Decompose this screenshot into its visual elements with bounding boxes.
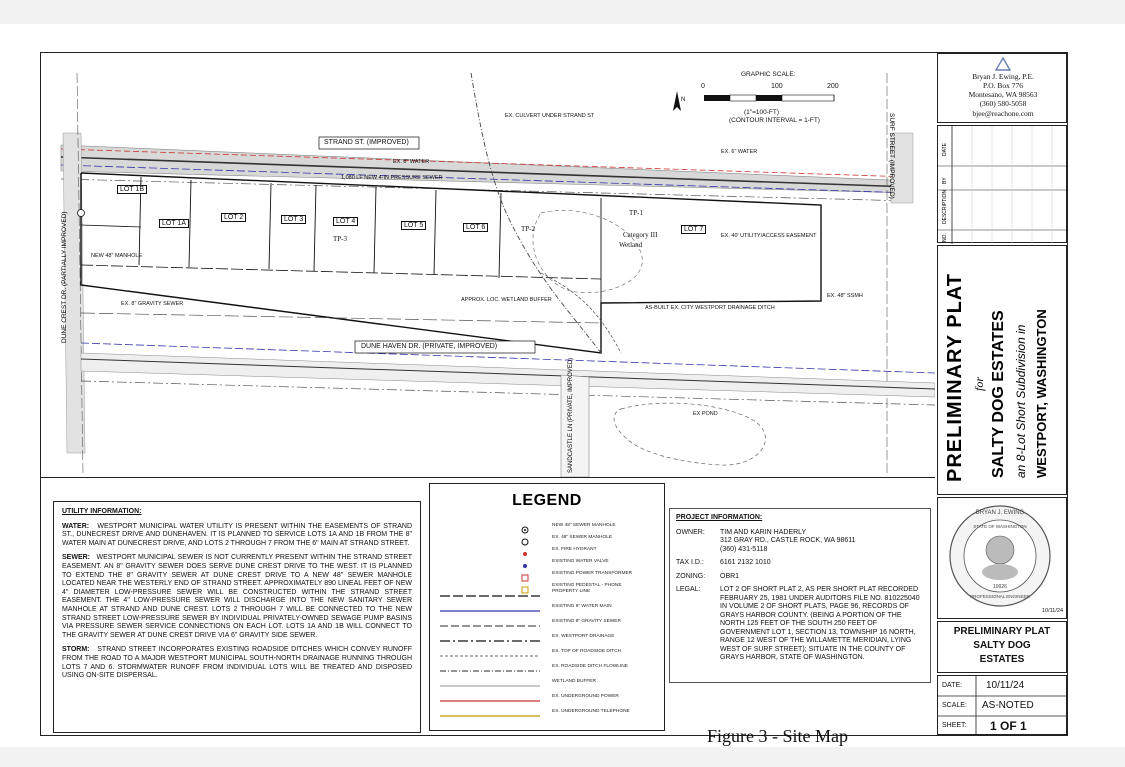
scale-tick-100: 100	[771, 83, 783, 90]
legend-label: EXISTING PEDESTAL - PHONE	[552, 583, 622, 588]
sheet-title-block	[937, 621, 1067, 673]
sheet-title-2: SALTY DOG	[973, 640, 1031, 651]
legend-symbol-icon	[440, 546, 540, 556]
engineer-email: bjee@reachone.com	[972, 109, 1034, 118]
engineer-block	[937, 53, 1067, 123]
legend-label: EX. ROADSIDE DITCH FLOWLINE	[552, 664, 628, 669]
legend-item	[440, 633, 660, 643]
legend-symbol-icon	[440, 588, 540, 598]
wetland-label-2: Wetland	[619, 241, 643, 249]
legend-label: EX. TOP OF ROADSIDE DITCH	[552, 649, 622, 654]
lot-7: LOT 7	[681, 225, 706, 234]
date-label: DATE:	[942, 682, 963, 689]
new-lp-sewer-label: 1,080 LF NEW 4-IN PRESSURE SEWER	[341, 175, 443, 181]
wetland-buffer-label: APPROX. LOC. WETLAND BUFFER	[461, 297, 552, 303]
utility-information	[53, 501, 421, 733]
asbuilt-ditch-label: AS-BUILT EX. CITY WESTPORT DRAINAGE DITCH	[645, 305, 775, 311]
scale-label: SCALE:	[942, 702, 967, 709]
project-information	[669, 508, 931, 683]
zoning-label: ZONING:	[676, 572, 706, 580]
zoning-value: OBR1	[720, 572, 740, 580]
title-line-3: SALTY DOG ESTATES	[990, 310, 1007, 478]
lot-6: LOT 6	[463, 223, 488, 232]
utility-water: WATER: WESTPORT MUNICIPAL WATER UTILITY IS PRESENT WITHIN THE EASEMENTS OF STRAND ST., DUNECREST DRIVE AND DUNEHAVEN. IT IS PLANNED TO SERVICE LOTS 1A AND 1B FROM THE 8" WATER MAIN AT DUNECREST DRIVE, AND LOTS 2 THROUGH 7 FROM THE 6" MAIN AT STRAND STREET.	[62, 522, 412, 547]
rev-date-header: DATE	[942, 143, 948, 156]
title-column	[937, 53, 1067, 735]
legend-symbol-icon	[440, 522, 540, 532]
engineer-city: Montesano, WA 98563	[968, 90, 1038, 99]
engineer-phone: (360) 580-5058	[979, 99, 1027, 108]
ex-ssmh-label: EX. 48" SSMH	[827, 293, 863, 299]
lot-5: LOT 5	[401, 221, 426, 230]
legend-item	[440, 648, 660, 658]
ex-gravity-label: EX. 8" GRAVITY SEWER	[121, 301, 184, 307]
legend-item	[440, 603, 660, 613]
legal-label: LEGAL:	[676, 586, 701, 593]
legend-item	[440, 534, 660, 544]
title-line-2: for	[972, 376, 986, 391]
tp2-label: TP-2	[521, 225, 535, 233]
site-plan	[41, 53, 935, 478]
legend-symbol-icon	[440, 648, 540, 658]
tax-value: 6161 2132 1010	[720, 559, 771, 566]
legend-label: EXISTING 8" GRAVITY SEWER	[552, 619, 621, 624]
dune-crest-label: DUNE CREST DR. (PARTIALLY IMPROVED)	[61, 211, 68, 343]
legend-label: EX. UNDERGROUND POWER	[552, 694, 619, 699]
title-line-1: PRELIMINARY PLAT	[944, 273, 966, 482]
legend-label: NEW 48" SEWER MANHOLE	[552, 523, 616, 528]
lot-2: LOT 2	[221, 213, 246, 222]
seal-number: 19926	[993, 584, 1007, 590]
surf-street-label: SURF STREET (IMPROVED)	[888, 113, 895, 199]
legend-label: EXISTING POWER TRANSFORMER	[552, 571, 633, 576]
lot-3: LOT 3	[281, 215, 306, 224]
utility-heading: UTILITY INFORMATION:	[62, 508, 142, 515]
lot-1b: LOT 1B	[117, 185, 147, 194]
legend-symbol-icon	[440, 603, 540, 613]
tp1-label: TP-1	[629, 209, 643, 217]
legend-label: EX. WESTPORT DRAINAGE	[552, 634, 615, 639]
title-block	[937, 245, 1067, 495]
rev-by-header: BY	[942, 177, 948, 184]
figure-caption: Figure 3 - Site Map	[707, 726, 848, 746]
rev-no-header: NO.	[942, 233, 948, 242]
utility-sewer: SEWER: WESTPORT MUNICIPAL SEWER IS NOT CURRENTLY PRESENT WITHIN THE STRAND STREET EASEMENT. AN 8" GRAVITY SEWER DOES SERVE DUNE CREST DRIVE TO THE WEST. IT IS PLANNED TO EXTEND THE 8" GRAVITY SEWER AT DUNE CREST DRIVE TO A NEW 48" SEWER MANHOLE LOCATED NEAR THE WESTERLY END OF STRAND STREET. APPROXIMATELY 890 LINEAL FEET OF NEW 4" DIAMETER LOW-PRESSURE SEWER WILL BE CONSTRUCTED WITHIN THE STRAND STREET EASEMENT. THE 4" LOW-PRESSURE SEWER WILL DISCHARGE INTO THE NEW SANITARY SEWER MANHOLE AT STRAND AND DUNE CREST. LOTS 2 THROUGH 7 WILL BE CONNECTED TO THE NEW STRAND STREET LOW-PRESSURE SEWER BY INDIVIDUAL PRIVATELY-OWNED SEWAGE PUMP BASINS VIA PRESSURE SEWER SERVICE CONNECTIONS ON EACH LOT. LOTS 1A AND 1B WILL CONNECT TO THE GRAVITY SEWER AT DUNE CREST DRIVE VIA 6" GRAVITY SIDE SEWER.	[62, 554, 412, 639]
legend-symbol-icon	[440, 534, 540, 544]
project-heading: PROJECT INFORMATION:	[676, 514, 763, 521]
legend-label: EXISTING 6" WATER MAIN	[552, 604, 612, 609]
legend-label: EX. 48" SEWER MANHOLE	[552, 535, 613, 540]
drawing-frame	[40, 52, 1068, 746]
engineer-po: P.O. Box 776	[982, 81, 1023, 90]
legend-symbol-icon	[440, 693, 540, 703]
legend-label: WETLAND BUFFER	[552, 679, 596, 684]
sheet-value: 1 OF 1	[990, 719, 1027, 733]
legend-symbol-icon	[440, 663, 540, 673]
legend-item	[440, 546, 660, 556]
seal-date: 10/11/24	[1042, 608, 1064, 614]
tp3-label: TP-3	[333, 235, 347, 243]
legend-item	[440, 588, 660, 598]
scale-tick-200: 200	[827, 83, 839, 90]
legend-item	[440, 558, 660, 568]
sandcastle-label: SANDCASTLE LN (PRIVATE, IMPROVED)	[568, 357, 574, 473]
tax-label: TAX I.D.:	[676, 559, 704, 566]
engineer-name: Bryan J. Ewing, P.E.	[972, 72, 1034, 81]
legend	[429, 483, 665, 731]
revision-block	[937, 125, 1067, 243]
date-value: 10/11/24	[986, 680, 1025, 691]
engineer-logo-icon	[995, 57, 1011, 71]
sheet-title-3: ESTATES	[979, 654, 1025, 665]
engineer-seal-icon	[938, 498, 1068, 620]
rev-description-header: DESCRIPTION	[942, 189, 948, 224]
dune-haven-label: DUNE HAVEN DR. (PRIVATE, IMPROVED)	[361, 343, 498, 350]
wetland-label-1: Category III	[623, 231, 658, 239]
ex-water-label: EX. 8" WATER	[393, 159, 430, 165]
legend-item	[440, 693, 660, 703]
legend-symbol-icon	[440, 570, 540, 580]
legend-symbol-icon	[440, 708, 540, 718]
north-arrow-icon: N	[681, 97, 686, 103]
legend-symbol-icon	[440, 678, 540, 688]
graphic-scale-title: GRAPHIC SCALE:	[741, 71, 796, 78]
sheet-label: SHEET:	[942, 722, 967, 729]
legend-item	[440, 678, 660, 688]
utility-storm: STORM: STRAND STREET INCORPORATES EXISTING ROADSIDE DITCHES WHICH CONVEY RUNOFF FROM THE ROAD TO A MAJOR WESTPORT MUNICIPAL SOUTH-NORTH DRAINAGE RUNNING THROUGH LOTS 7 AND 6. STORMWATER RUNOFF FROM INDIVIDUAL LOTS WILL BE TREATED AND DISPOSED USING ON-SITE DISPERSAL.	[62, 646, 412, 680]
plat-sheet	[0, 24, 1125, 747]
legend-item	[440, 708, 660, 718]
sheet-info-block	[937, 675, 1067, 735]
legend-label: EXISTING WATER VALVE	[552, 559, 609, 564]
legend-label: EX. UNDERGROUND TELEPHONE	[552, 709, 630, 714]
scale-tick-0: 0	[701, 83, 705, 90]
seal-state-text: STATE OF WASHINGTON	[973, 524, 1027, 529]
legend-item	[440, 570, 660, 580]
title-line-4: an 8-Lot Short Subdivision in	[1014, 324, 1028, 478]
legend-title: LEGEND	[512, 492, 582, 509]
title-line-5: WESTPORT, WASHINGTON	[1034, 309, 1049, 478]
strand-street-label: STRAND ST. (IMPROVED)	[324, 139, 409, 146]
pond-label: EX POND	[693, 411, 718, 417]
legend-label: PROPERTY LINE	[552, 589, 591, 594]
legend-label: EX. FIRE HYDRANT	[552, 547, 597, 552]
legend-item	[440, 522, 660, 532]
legend-item	[440, 663, 660, 673]
owner-label: OWNER:	[676, 528, 705, 536]
legend-item	[440, 618, 660, 628]
contour-interval: (CONTOUR INTERVAL = 1-FT)	[729, 117, 820, 124]
legal-value: LOT 2 OF SHORT PLAT 2, AS PER SHORT PLAT RECORDED FEBRUARY 25, 1981 UNDER AUDITORS FILE NO. 810225040 IN VOLUME 2 OF SHORT PLATS, PAGE 96, RECORDS OF GRAYS HARBOR COUNTY. (BEING A PORTION OF THE NORTH 125 FEET OF THE SOUTH 250 FEET OF GOVERNMENT LOT 1, SECTION 13, TOWNSHIP 16 NORTH, RANGE 12 WEST OF THE WILLAMETTE MERIDIAN, LYING WEST OF SURF STREET); SITUATE IN THE COUNTY OF GRAYS HARBOR, STATE OF WASHINGTON.	[720, 586, 920, 661]
owner-value: TIM AND KARIN HADERLY 312 GRAY RD., CASTLE ROCK, WA 98611 (360) 431-5118	[720, 528, 856, 553]
legend-symbol-icon	[440, 633, 540, 643]
lot-1a: LOT 1A	[159, 219, 189, 228]
utility-easement-label: EX. 40' UTILITY/ACCESS EASEMENT	[721, 233, 817, 239]
scale-value: AS-NOTED	[982, 700, 1034, 711]
legend-symbol-icon	[440, 558, 540, 568]
sheet-title-1: PRELIMINARY PLAT	[953, 626, 1051, 637]
lot-4: LOT 4	[333, 217, 358, 226]
seal-bottom-text: PROFESSIONAL ENGINEER	[970, 594, 1030, 599]
scale-ratio: (1"=100-FT)	[744, 109, 779, 116]
ex-water2-label: EX. 6" WATER	[721, 149, 758, 155]
legend-symbol-icon	[440, 618, 540, 628]
new-manhole-label: NEW 48" MANHOLE	[91, 253, 143, 259]
seal-top-text: BRYAN J. EWING	[975, 510, 1025, 516]
culvert-label: EX. CULVERT UNDER STRAND ST	[505, 113, 595, 119]
engineer-seal-block	[937, 497, 1067, 619]
